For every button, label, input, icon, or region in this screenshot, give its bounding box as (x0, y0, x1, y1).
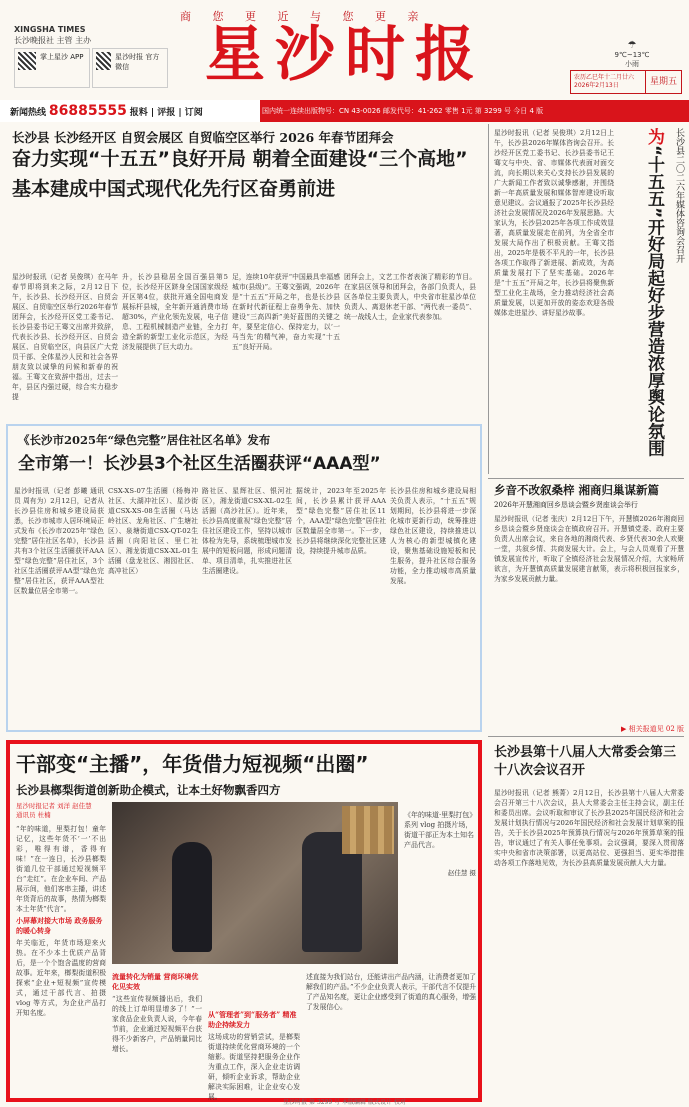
feature-headline: 干部变“主播”，年货借力短视频“出圈” (16, 752, 369, 776)
feature-col-4b: 述直接为我们站台，还能讲出产品内涵，让消费者更加了解我们的产品。”不少企业负责人表示，干部代言不仅提升了产品知名度，更让企业感受到了街道的真心服务，增强了发展信心。 (306, 973, 476, 1011)
product-shelf (342, 806, 394, 854)
english-name: XINGSHA TIMES (14, 25, 86, 34)
hotline-links[interactable]: 报料 | 评报 | 订阅 (129, 108, 203, 118)
wechat-label: 星沙时报 官方微信 (115, 53, 160, 71)
masthead (0, 0, 689, 100)
date-box (570, 70, 682, 94)
feature-sub-3: 从“管理者”到“服务者” 精准助企持续发力 (208, 1010, 297, 1029)
news3-text: 星沙时报讯（记者 熊菁）2月12日，长沙县第十八届人大常委会召开第三十八次会议，县人大常委会主任主持会议，副主任和委员出席。会议听取和审议了长沙县2025年国民经济和社会发展计划执行情况与2026年国民经济和社会发展计划草案的报告，关于长沙县2025年预算执行情况与2026年预算草案的报告，审议通过了有关人事任免事项。会议强调，要深入贯彻落实中央和省市决策部署，以更高站位、更强担当、更实举措推动各项工作落地见效，为长沙县高质量发展贡献人大力量。 (494, 789, 684, 867)
footer: 星沙时报 第 3299 号 本版编辑 版式设计 校对 (283, 1099, 406, 1106)
weekday: 星期五 (645, 71, 681, 93)
community-kicker: 《长沙市2025年“绿色完整”居住社区名单》发布 (18, 433, 271, 447)
hotline-cap (0, 100, 260, 122)
community-col-3: 路社区、星辉社区、银河社区），湘龙街道CSX-XL-02生活圈（高沙社区）。近年来，长沙县高度重视“绿色完整”居住社区建设工作，坚持以城市体检为先导，系统梳理城市发展中的短板问题，形成问题清单、项目清单，扎实推进社区生活圈建设。 (202, 487, 292, 575)
wechat-promo (92, 48, 168, 88)
feature-sub-1: 小屏幕对接大市场 政务服务的暖心转身 (16, 916, 103, 935)
news2-note: ▶ 相关报道见 02 版 (621, 725, 684, 733)
lead-headline-1: 奋力实现“十五五”良好开局 朝着全面建设“三个高地” (12, 148, 468, 170)
lead-col-4: 团拜会上，文艺工作者表演了精彩的节目。在家县区领导和团拜会，各部门负责人，县区各单位主要负责人，中央省市驻星沙单位负责人、离退休老干部、“两代表一委员”、统一战线人士，企业家代表参加。 (344, 273, 476, 321)
community-col-2: CSX-XS-07生活圈（杨梅冲社区、大湖冲社区）、星沙街道CSX-XS-08生活圈（马达岭社区、龙角社区、广生塘社区）、泉塘街道CSX-QT-02生活圈（向阳社区、里仁社区）、湘龙街道CSX-XL-01生活圈（盘龙社区、湘园社区、高冲社区） (108, 487, 198, 575)
english-sub: 长沙晚报社 主管 主办 (14, 36, 92, 45)
publication-info: 国内统一连续出版物号：CN 43-0026 邮发代号：41-262 零售 1元 第 3299 号 今日 4 版 (262, 107, 544, 115)
news2-subhead: 2026年开慧湘商回乡恳谈会暨乡贤座谈会举行 (494, 501, 638, 509)
news2-headline: 乡音不改叙桑梓 湘商归巢谋新篇 (494, 483, 660, 497)
qr-code-icon (18, 52, 36, 70)
qr-code-icon (96, 52, 111, 70)
hotline-number: 86885555 (48, 103, 127, 119)
feature-photo (112, 802, 398, 964)
news2-note-text: 相关报道见 02 版 (628, 725, 684, 733)
side-title-prefix: 为 (644, 128, 664, 145)
lead-col-3: 足，连续10年获评“中国最具幸福感城市(县级)”。王骞文强调，2026年是“十五五”开局之年，也是长沙县在新时代新征程上奋勇争先、加快建设“三高四新”美好蓝图的关键之年，要坚定信心、保持定力，以‘一马当先’的精气神，奋力实现“十五五”良好开局。 (232, 273, 340, 351)
feature-subhead: 长沙县榔梨街道创新助企模式，让本土好物飘香四方 (16, 783, 281, 797)
news3-headline: 长沙县第十八届人大常委会第三十八次会议召开 (494, 745, 677, 778)
community-col-4: 据统计，2023年至2025年间，长沙县累计获评AAA型“绿色完整”居住社区11个，AAA型“绿色完整”居住社区数量居全市第一。下一步，长沙县将继续深化完整社区建设，持续提升城市品质。 (296, 487, 386, 555)
section-divider (488, 736, 684, 737)
lead-col-2: 升，长沙县稳居全国百强县第5位，长沙经开区跻身全国国家级经开区第4位，获批开通全国电商发展标杆县城，全年新开通消费市场超30%，产业化领先发展，电子信息、工程机械制造产业链，全力打造全新的新型工业化示范区，为经济发展提供了巨大动力。 (122, 273, 228, 351)
community-headline: 全市第一！长沙县3个社区生活圈获评“AAA型” (18, 454, 381, 474)
photo-caption: 《年的味道·里梨打包》系列 vlog 拍摄片场，街道干部正为本土知名产品代言。 (404, 811, 474, 849)
feature-sub-2: 流量转化为销量 营商环境优化见实效 (112, 972, 199, 991)
feature-col-1b: 年关临近，年货市场迎来火热。在不少本土优质产品背后，是一个个饱含温度的营商故事。近年来，榔梨街道积极探索“企业+短视频”宣传模式，通过干部代言、拍摄 vlog 等方式，为企业产品打开知名度。 (16, 939, 106, 1017)
cloud-rain-icon: ☂ (627, 40, 637, 51)
side-story-sub: 长沙县二〇二六年媒体咨询会召开 (674, 128, 684, 263)
feature-col-3b: 这场成功的营销尝试，是榔梨街道持续优化营商环境的一个缩影。街道坚持把服务企业作为重点工作，深入企业走访调研，倾听企业诉求，帮助企业解决实际困难，让企业安心发展。 (208, 1033, 300, 1101)
photo-credit: 赵佳慧 摄 (447, 869, 476, 877)
community-col-1: 星沙时报讯（记者 彭曦 通讯员 周有为）2月12日，记者从长沙县住房和城乡建设局获悉，长沙市城市人居环境局正式发布《长沙市2025年“绿色完整”居住社区名单》，长沙县共有3个社区生活圈获评AAA型“绿色完整”居住社区，3个社区生活圈获评AA型“绿色完整”居住社区，获评AAA型社区数量位居全市第一。 (14, 487, 104, 595)
weather-temp: 9℃~13℃ (614, 51, 650, 59)
app-promo (14, 48, 90, 88)
lead-headline-2: 基本建成中国式现代化先行区奋勇前进 (12, 178, 336, 200)
masthead-english (14, 24, 91, 46)
feature-col-1: “年的味道，里梨打包！童年记忆，这些年货不‘一’不出彩，唯得有谱，香得有味！”在一连日，长沙县榔梨街道几位干部通过短视频平台“走红”。在企业车间、产品展示间，他们客串主播，讲述年货背后的故事，热情为榔梨本土年货“代言”。 (16, 825, 106, 913)
side-story-title (620, 128, 664, 468)
side-story-text: 星沙时报讯（记者 吴俊琪）2月12日上午，长沙县2026年媒体咨询会召开。长沙经开区党工委书记、长沙县委书记王骞文与中央、省、市媒体代表面对面交流，向长期以来关心支持长沙县发展的广大新闻工作者致以诚挚感谢，并围绕新一年高质量发展和媒体智库建设听取意见建议。会议通报了2025年长沙县经济社会发展情况及2026年发展思路。大家认为，长沙县2025年各项工作成效显著，高质量发展走在前列，为全省全市发展大局作出了积极贡献。王骞文指出，2025年是极不平凡的一年，长沙县各项工作取得了新进展、新成效，为高质量发展打下了坚实基础。2026年是“十五五”开局之年，长沙县将聚焦新型工业化主战场，全力推动经济社会高质量发展，以更加开放的姿态欢迎各级媒体走进星沙、讲好星沙故事。 (494, 129, 614, 317)
weather-desc: 小雨 (625, 60, 639, 68)
lead-kicker: 长沙县 长沙经开区 自贸会展区 自贸临空区举行 2026 年春节团拜会 (12, 130, 394, 145)
hotline-bar (0, 100, 689, 122)
lead-col-1: 星沙时报讯（记者 吴俊琪）在马年春节即将到来之际，2月12日下午，长沙县、长沙经开区、自贸会展区、自贸临空区举行2026年春节团拜会，长沙经开区党工委书记、长沙县委书记王骞文出席并致辞，代表长沙县、长沙经开区、自贸会展区、自贸临空区，向县区广大党员干部、全体星沙人民和社会各界朋友致以诚挚的问候和新春的祝福。王骞文在致辞中指出，过去一年，县区内强过硬，综合实力稳步提 (12, 273, 118, 401)
date-line: 农历乙巳年十二月廿六 2026年2月13日 (574, 74, 635, 89)
section-divider (488, 478, 684, 479)
app-label: 掌上星沙 APP (40, 53, 84, 61)
hotline-label: 新闻热线 (10, 108, 47, 118)
person-figure (172, 842, 212, 952)
news2-text: 星沙时报讯（记者 张庆）2月12日下午，开慧镇2026年湘商回乡恳谈会暨乡贤座谈会在镇政府召开。开慧镇党委、政府主要负责人出席会议，来自各地的湘商代表、乡贤代表30余人欢聚一堂，共叙乡情、共商发展大计。会上，与会人员观看了开慧镇发展宣传片，听取了全镇经济社会发展情况介绍，大家畅所欲言，为开慧镇高质量发展建言献策，表示将积极回报家乡，为家乡发展贡献力量。 (494, 515, 684, 583)
weather (602, 40, 662, 69)
column-divider (488, 124, 489, 474)
feature-col-2b: “这些宣传视频播出后，我们的线上订单明显增多了！”一家食品企业负责人说，今年春节前，企业通过短视频平台获得不少新客户，产品销量同比增长。 (112, 995, 202, 1053)
side-title-main: “十五五”开好局起好步营造浓厚舆论氛围 (644, 145, 664, 457)
feature-byline: 星沙时报记者 刘洋 赵佳慧 通讯员 杜楠 (16, 802, 92, 819)
community-col-5: 长沙县住房和城乡建设局相关负责人表示，“十五五”规划期间，长沙县将进一步深化城市更新行动，统筹推进绿色社区建设，持续推进以人为核心的新型城镇化建设，聚焦基础设施短板和民生服务，提升社区综合服务功能，全力推动城市高质量发展。 (390, 487, 476, 585)
newspaper-title: 星沙时报 (205, 20, 485, 90)
masthead-slogan: 商 您 更 近 与 您 更 亲 (180, 10, 428, 23)
